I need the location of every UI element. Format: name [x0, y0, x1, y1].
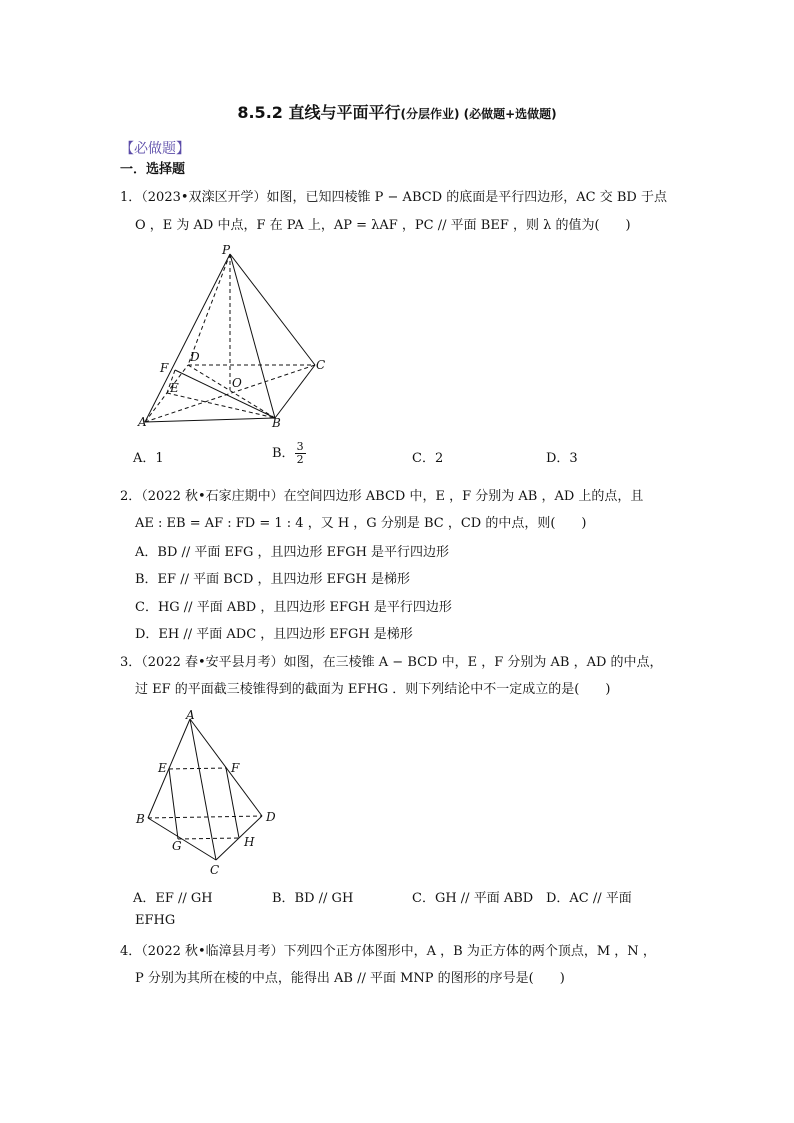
q1-label-F: F [160, 361, 169, 375]
q3-option-a[interactable]: A．EF // GH [133, 891, 213, 906]
q1-stem-line1: 1．（2023•双滦区开学）如图，已知四棱锥 P − ABCD 的底面是平行四边形，AC 交 BD 于点 [120, 190, 667, 205]
q3-option-d[interactable]: D．AC // 平面 [546, 891, 632, 906]
q1-option-d[interactable]: D．3 [546, 451, 578, 466]
section-tag: 【必做题】 [120, 141, 190, 157]
q1-option-a[interactable]: A．1 [133, 451, 164, 466]
page-title: 8.5.2 直线与平面平行(分层作业) (必做题+选做题) [237, 103, 557, 122]
q2-option-d[interactable]: D．EH // 平面 ADC ，且四边形 EFGH 是梯形 [135, 627, 413, 642]
q3-label-A: A [186, 708, 195, 722]
q2-option-b[interactable]: B．EF // 平面 BCD ，且四边形 EFGH 是梯形 [135, 572, 411, 587]
q1-label-D: D [190, 350, 200, 364]
q1-label-A: A [138, 415, 147, 429]
q3-label-F: F [231, 761, 240, 775]
q3-option-d-continued: EFHG [135, 913, 176, 928]
q1-label-O: O [232, 376, 242, 390]
q1-figure-pyramid [130, 240, 340, 435]
q1-option-b-prefix: B． [272, 446, 295, 461]
q3-stem-line2: 过 EF 的平面截三棱锥得到的截面为 EFHG ．则下列结论中不一定成立的是( ) [135, 682, 611, 697]
q1-option-c[interactable]: C．2 [412, 451, 444, 466]
q1-label-B: B [272, 416, 281, 430]
q1-option-b[interactable] [272, 441, 306, 466]
q3-label-C: C [210, 863, 220, 877]
q2-stem-line1: 2．（2022 秋•石家庄期中）在空间四边形 ABCD 中，E ，F 分别为 AB ，AD 上的点，且 [120, 489, 644, 504]
q3-label-E: E [158, 761, 167, 775]
q1-option-b-fraction: $\frac{3}{2}$ [296, 440, 304, 466]
q3-figure-tetrahedron [130, 705, 290, 880]
q1-label-C: C [316, 358, 326, 372]
q2-option-c[interactable]: C．HG // 平面 ABD ，且四边形 EFGH 是平行四边形 [135, 600, 452, 615]
q3-option-c[interactable]: C．GH // 平面 ABD [412, 891, 534, 906]
q2-stem-line2: AE : EB = AF : FD = 1 : 4 ，又 H ，G 分别是 BC ，CD 的中点，则( ) [135, 516, 587, 531]
section-heading: 一．选择题 [120, 162, 186, 177]
q4-stem-line2: P 分别为其所在棱的中点，能得出 AB // 平面 MNP 的图形的序号是( ) [135, 971, 565, 986]
q4-stem-line1: 4．（2022 秋•临漳县月考）下列四个正方体图形中，A ，B 为正方体的两个顶点，M ，N ， [120, 944, 656, 959]
q2-option-a[interactable]: A．BD // 平面 EFG ，且四边形 EFGH 是平行四边形 [135, 545, 450, 560]
q3-label-H: H [244, 835, 255, 849]
q1-stem-line2: O ，E 为 AD 中点，F 在 PA 上，AP = λAF ，PC // 平面 BEF ，则 λ 的值为( ) [135, 218, 631, 233]
q3-label-G: G [172, 839, 182, 853]
q3-label-B: B [136, 812, 145, 826]
q1-label-E: E [170, 381, 179, 395]
q1-label-P: P [222, 243, 231, 257]
q3-label-D: D [266, 810, 276, 824]
q3-option-b[interactable]: B．BD // GH [272, 891, 354, 906]
q3-stem-line1: 3．（2022 春•安平县月考）如图，在三棱锥 A − BCD 中，E ，F 分别为 AB ，AD 的中点， [120, 655, 663, 670]
